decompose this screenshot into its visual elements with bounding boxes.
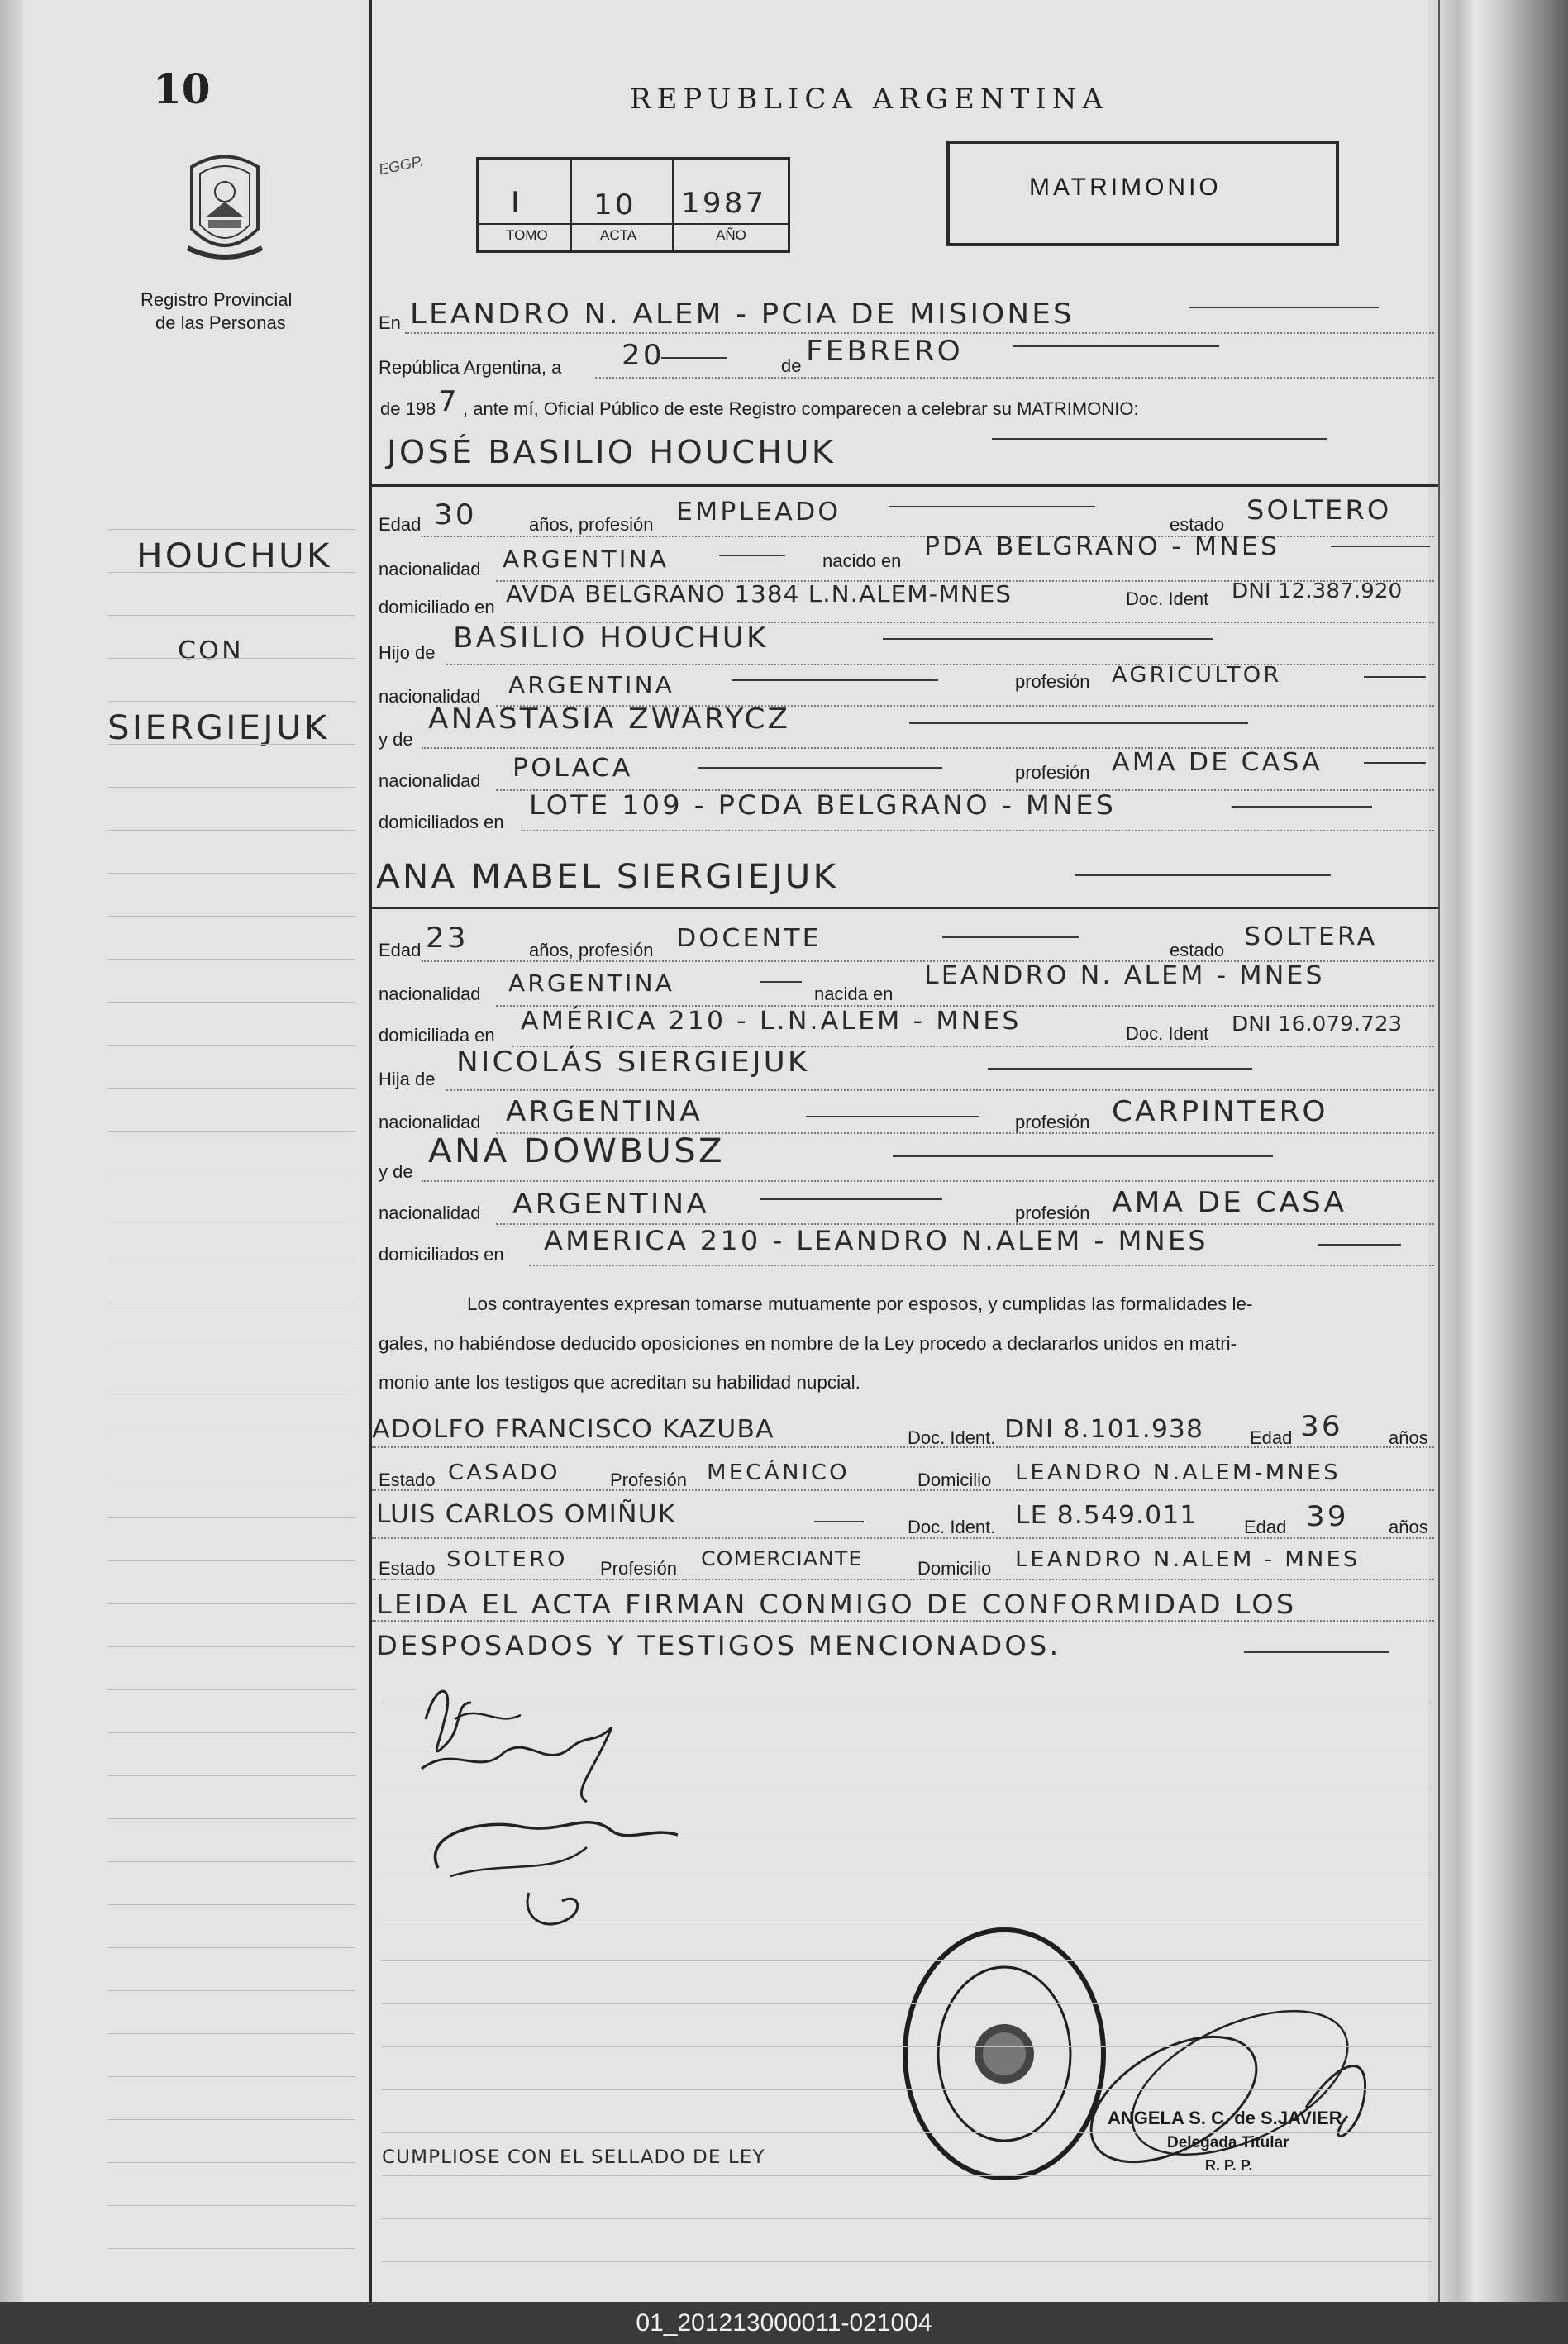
bride-age: 23 <box>426 922 469 955</box>
margin-rule <box>107 830 355 831</box>
fill-line <box>719 555 785 556</box>
acta-value: 10 <box>593 188 636 222</box>
ano-value: 1987 <box>681 187 767 220</box>
dotted-line <box>372 1489 1434 1491</box>
fill-line <box>1244 1651 1389 1653</box>
tomo-value: I <box>511 186 522 219</box>
registrar-name: ANGELA S. C. de S.JAVIER <box>1108 2108 1342 2128</box>
fill-line <box>1318 1244 1401 1246</box>
bride-address: AMÉRICA 210 - L.N.ALEM - MNES <box>521 1007 1022 1036</box>
groom-mother: ANASTASIA ZWARYCZ <box>428 703 791 736</box>
bride-parents-address: AMERICA 210 - LEANDRO N.ALEM - MNES <box>544 1225 1208 1256</box>
margin-rule <box>107 1990 355 1991</box>
dotted-line <box>372 1579 1434 1580</box>
body-rule <box>382 2089 1432 2090</box>
fill-line <box>893 1155 1273 1157</box>
margin-rule <box>107 2076 355 2077</box>
label-estado: Estado <box>379 1470 436 1490</box>
fill-line <box>806 1116 979 1117</box>
label-domicilio: Domicilio <box>917 1470 992 1490</box>
country-heading: REPUBLICA ARGENTINA <box>630 83 1109 116</box>
body-rule <box>382 2218 1432 2219</box>
fill-line <box>1189 307 1379 308</box>
fill-line <box>1232 806 1372 808</box>
witness2-status: SOLTERO <box>446 1547 568 1572</box>
witness1-age: 36 <box>1300 1410 1343 1443</box>
label-nacionalidad: nacionalidad <box>379 1112 481 1132</box>
witness2-document: LE 8.549.011 <box>1015 1501 1198 1530</box>
groom-father-profession: AGRICULTOR <box>1112 663 1282 688</box>
margin-surname-bride: SIERGIEJUK <box>107 709 330 747</box>
bride-profession: DOCENTE <box>676 924 822 953</box>
fill-line <box>1364 676 1426 678</box>
groom-age: 30 <box>434 498 477 531</box>
fill-line <box>942 936 1079 938</box>
label-edad: Edad <box>379 514 422 535</box>
margin-rule <box>107 1517 355 1518</box>
label-doc-ident: Doc. Ident. <box>908 1517 996 1537</box>
label-anos: años <box>1389 1427 1428 1448</box>
record-box-rule <box>476 223 788 225</box>
bride-nationality: ARGENTINA <box>508 970 674 997</box>
groom-mother-profession: AMA DE CASA <box>1112 748 1323 777</box>
record-box-divider <box>570 157 572 250</box>
bride-mother-nationality: ARGENTINA <box>512 1188 709 1221</box>
label-doc-ident: Doc. Ident <box>1126 588 1209 609</box>
label-edad: Edad <box>1244 1517 1287 1537</box>
margin-rule <box>107 2205 355 2206</box>
margin-rule <box>107 959 355 960</box>
dotted-line <box>529 1265 1434 1266</box>
registry-name-line2: de las Personas <box>155 312 286 333</box>
body-rule <box>382 2132 1432 2133</box>
label-hija-de: Hija de <box>379 1069 436 1089</box>
groom-address: AVDA BELGRANO 1384 L.N.ALEM-MNES <box>506 580 1013 607</box>
body-rule <box>382 2046 1432 2047</box>
margin-rule <box>107 1732 355 1733</box>
bride-mother-profession: AMA DE CASA <box>1112 1186 1347 1219</box>
declaration-line-3: monio ante los testigos que acreditan su habilidad nupcial. <box>379 1372 860 1393</box>
book-edge <box>1438 0 1568 2302</box>
margin-rule <box>107 1603 355 1604</box>
label-estado: estado <box>1170 940 1225 960</box>
fill-line <box>814 1521 864 1522</box>
label-nacionalidad: nacionalidad <box>379 984 481 1004</box>
label-nacionalidad: nacionalidad <box>379 686 481 707</box>
groom-father-nationality: ARGENTINA <box>508 671 674 698</box>
scan-id: 01_201213000011-021004 <box>0 2302 1568 2344</box>
margin-surname-groom: HOUCHUK <box>136 537 332 575</box>
label-profesion: profesión <box>1015 1112 1090 1132</box>
declaration-line-2: gales, no habiéndose deducido oposiciones en nombre de la Ley procedo a declararlos unidos en matri- <box>379 1333 1237 1354</box>
dotted-line <box>422 1180 1434 1182</box>
witness2-address: LEANDRO N.ALEM - MNES <box>1015 1547 1361 1572</box>
label-nacionalidad: nacionalidad <box>379 770 481 791</box>
margin-rule <box>107 1904 355 1905</box>
marriage-place: LEANDRO N. ALEM - PCIA DE MISIONES <box>410 298 1075 331</box>
provincial-coat-of-arms <box>183 150 266 266</box>
marriage-day: 20 <box>622 339 665 372</box>
body-rule <box>382 1960 1432 1961</box>
groom-status: SOLTERO <box>1246 494 1392 526</box>
record-box-divider <box>672 157 674 250</box>
corner-note: EGGP. <box>377 152 426 179</box>
dotted-line <box>446 664 1434 665</box>
fill-line <box>760 981 802 983</box>
groom-name: JOSÉ BASILIO HOUCHUK <box>387 434 836 470</box>
margin-rule <box>107 744 355 745</box>
bride-mother: ANA DOWBUSZ <box>428 1132 725 1170</box>
label-domicilio: Domicilio <box>917 1558 992 1579</box>
fill-line <box>883 638 1213 640</box>
margin-rule <box>107 1775 355 1776</box>
label-profesion: Profesión <box>600 1558 677 1579</box>
label-anos-profesion: años, profesión <box>529 514 654 535</box>
fill-line <box>988 1068 1252 1070</box>
label-republica: República Argentina, a <box>379 357 562 378</box>
groom-nationality: ARGENTINA <box>503 546 669 573</box>
fill-line <box>661 357 727 359</box>
fill-line <box>1364 762 1426 764</box>
dotted-line <box>372 1620 1434 1622</box>
witness2-age: 39 <box>1306 1500 1349 1533</box>
witness1-name: ADOLFO FRANCISCO KAZUBA <box>372 1415 774 1444</box>
label-domiciliados-en: domiciliados en <box>379 812 504 832</box>
label-profesion: profesión <box>1015 671 1090 692</box>
witness2-name: LUIS CARLOS OMIÑUK <box>376 1500 676 1529</box>
dotted-line <box>372 1537 1434 1539</box>
label-nacida-en: nacida en <box>814 984 894 1004</box>
tomo-label: TOMO <box>506 227 548 243</box>
dotted-line <box>446 1089 1434 1091</box>
bride-document: DNI 16.079.723 <box>1232 1012 1403 1036</box>
margin-rule <box>107 1560 355 1561</box>
intro-text: , ante mí, Oficial Público de este Registro comparecen a celebrar su MATRIMONIO: <box>463 398 1139 419</box>
bride-divider <box>369 907 1438 909</box>
body-rule <box>382 2261 1432 2262</box>
margin-rule <box>107 529 355 530</box>
label-y-de: y de <box>379 729 413 750</box>
registrar-office: R. P. P. <box>1205 2157 1253 2174</box>
groom-birthplace: PDA BELGRANO - MNES <box>924 532 1280 561</box>
footnote: CUMPLIOSE CON EL SELLADO DE LEY <box>382 2147 765 2168</box>
label-estado: Estado <box>379 1558 436 1579</box>
bride-birthplace: LEANDRO N. ALEM - MNES <box>924 961 1325 990</box>
label-profesion: profesión <box>1015 762 1090 783</box>
groom-mother-nationality: POLACA <box>512 754 633 783</box>
margin-rule <box>107 2162 355 2163</box>
witness1-status: CASADO <box>448 1460 560 1485</box>
groom-father: BASILIO HOUCHUK <box>453 622 769 655</box>
margin-rule <box>107 1861 355 1862</box>
margin-rule <box>107 1646 355 1647</box>
label-en: En <box>379 312 401 333</box>
margin-rule <box>107 1088 355 1089</box>
marriage-month: FEBRERO <box>806 335 963 368</box>
witness1-document: DNI 8.101.938 <box>1004 1415 1204 1444</box>
margin-rule <box>107 873 355 874</box>
dotted-line <box>595 377 1434 379</box>
label-doc-ident: Doc. Ident. <box>908 1427 996 1448</box>
margin-rule <box>107 701 355 702</box>
dotted-line <box>372 1446 1434 1448</box>
witness1-address: LEANDRO N.ALEM-MNES <box>1015 1460 1341 1485</box>
label-hijo-de: Hijo de <box>379 642 436 663</box>
margin-rule <box>107 658 355 659</box>
bride-status: SOLTERA <box>1244 922 1378 951</box>
margin-rule <box>107 1689 355 1690</box>
bride-father: NICOLÁS SIERGIEJUK <box>456 1046 810 1079</box>
margin-rule <box>107 615 355 616</box>
margin-rule <box>107 2248 355 2249</box>
body-rule <box>382 2003 1432 2004</box>
label-year-prefix: de 198 <box>380 398 436 419</box>
label-nacionalidad: nacionalidad <box>379 559 481 579</box>
body-rule <box>382 2175 1432 2176</box>
dotted-line <box>405 332 1434 334</box>
margin-rule <box>107 916 355 917</box>
declaration-line-1: Los contrayentes expresan tomarse mutuamente por esposos, y cumplidas las formalidades le- <box>467 1293 1253 1314</box>
dotted-line <box>521 830 1434 831</box>
groom-profession: EMPLEADO <box>676 498 841 526</box>
marriage-year-digit: 7 <box>438 385 460 418</box>
bride-name: ANA MABEL SIERGIEJUK <box>376 858 839 896</box>
label-nacido-en: nacido en <box>822 550 902 571</box>
fill-line <box>1075 874 1331 876</box>
label-doc-ident: Doc. Ident <box>1126 1023 1209 1044</box>
label-domiciliados-en: domiciliados en <box>379 1244 504 1265</box>
fill-line <box>698 767 942 769</box>
ano-label: AÑO <box>716 227 746 243</box>
margin-rule <box>107 1947 355 1948</box>
margin-rule <box>107 787 355 788</box>
label-profesion: profesión <box>1015 1203 1090 1223</box>
document-type: MATRIMONIO <box>1029 174 1222 201</box>
margin-rule <box>107 1002 355 1003</box>
margin-rule <box>107 2119 355 2120</box>
closing-line-2: DESPOSADOS Y TESTIGOS MENCIONADOS. <box>376 1630 1061 1661</box>
label-nacionalidad: nacionalidad <box>379 1203 481 1223</box>
witness1-profession: MECÁNICO <box>707 1460 850 1485</box>
signature-block <box>405 1670 719 1951</box>
groom-document: DNI 12.387.920 <box>1232 579 1403 603</box>
bride-father-nationality: ARGENTINA <box>506 1095 703 1128</box>
fill-line <box>760 1198 942 1200</box>
registry-name-line1: Registro Provincial <box>141 289 293 310</box>
margin-rule <box>107 2033 355 2034</box>
fill-line <box>732 679 938 681</box>
margin-rule <box>107 1131 355 1132</box>
label-edad: Edad <box>379 940 422 960</box>
right-border <box>1438 0 1440 2302</box>
fill-line <box>1013 345 1219 347</box>
label-domiciliada-en: domiciliada en <box>379 1025 495 1046</box>
bride-father-profession: CARPINTERO <box>1112 1095 1328 1128</box>
label-anos: años <box>1389 1517 1428 1537</box>
closing-line-1: LEIDA EL ACTA FIRMAN CONMIGO DE CONFORMIDAD LOS <box>376 1589 1297 1620</box>
margin-rule <box>107 1045 355 1046</box>
label-estado: estado <box>1170 514 1225 535</box>
fill-line <box>909 722 1248 724</box>
page-number: 10 <box>153 64 211 113</box>
margin-divider <box>369 0 372 2302</box>
fill-line <box>992 438 1327 440</box>
groom-parents-address: LOTE 109 - PCDA BELGRANO - MNES <box>529 789 1117 821</box>
margin-rule <box>107 1818 355 1819</box>
label-domiciliado-en: domiciliado en <box>379 597 495 617</box>
margin-rule <box>107 572 355 573</box>
fill-line <box>889 506 1095 507</box>
acta-label: ACTA <box>600 227 637 243</box>
label-profesion: Profesión <box>610 1470 687 1490</box>
label-anos-profesion: años, profesión <box>529 940 654 960</box>
groom-divider <box>369 484 1438 487</box>
witness2-profession: COMERCIANTE <box>701 1547 863 1570</box>
label-y-de: y de <box>379 1161 413 1182</box>
label-de: de <box>781 355 802 376</box>
label-edad: Edad <box>1250 1427 1293 1448</box>
registrar-title: Delegada Titular <box>1167 2134 1289 2151</box>
fill-line <box>1331 546 1430 547</box>
margin-con: CON <box>178 636 244 665</box>
